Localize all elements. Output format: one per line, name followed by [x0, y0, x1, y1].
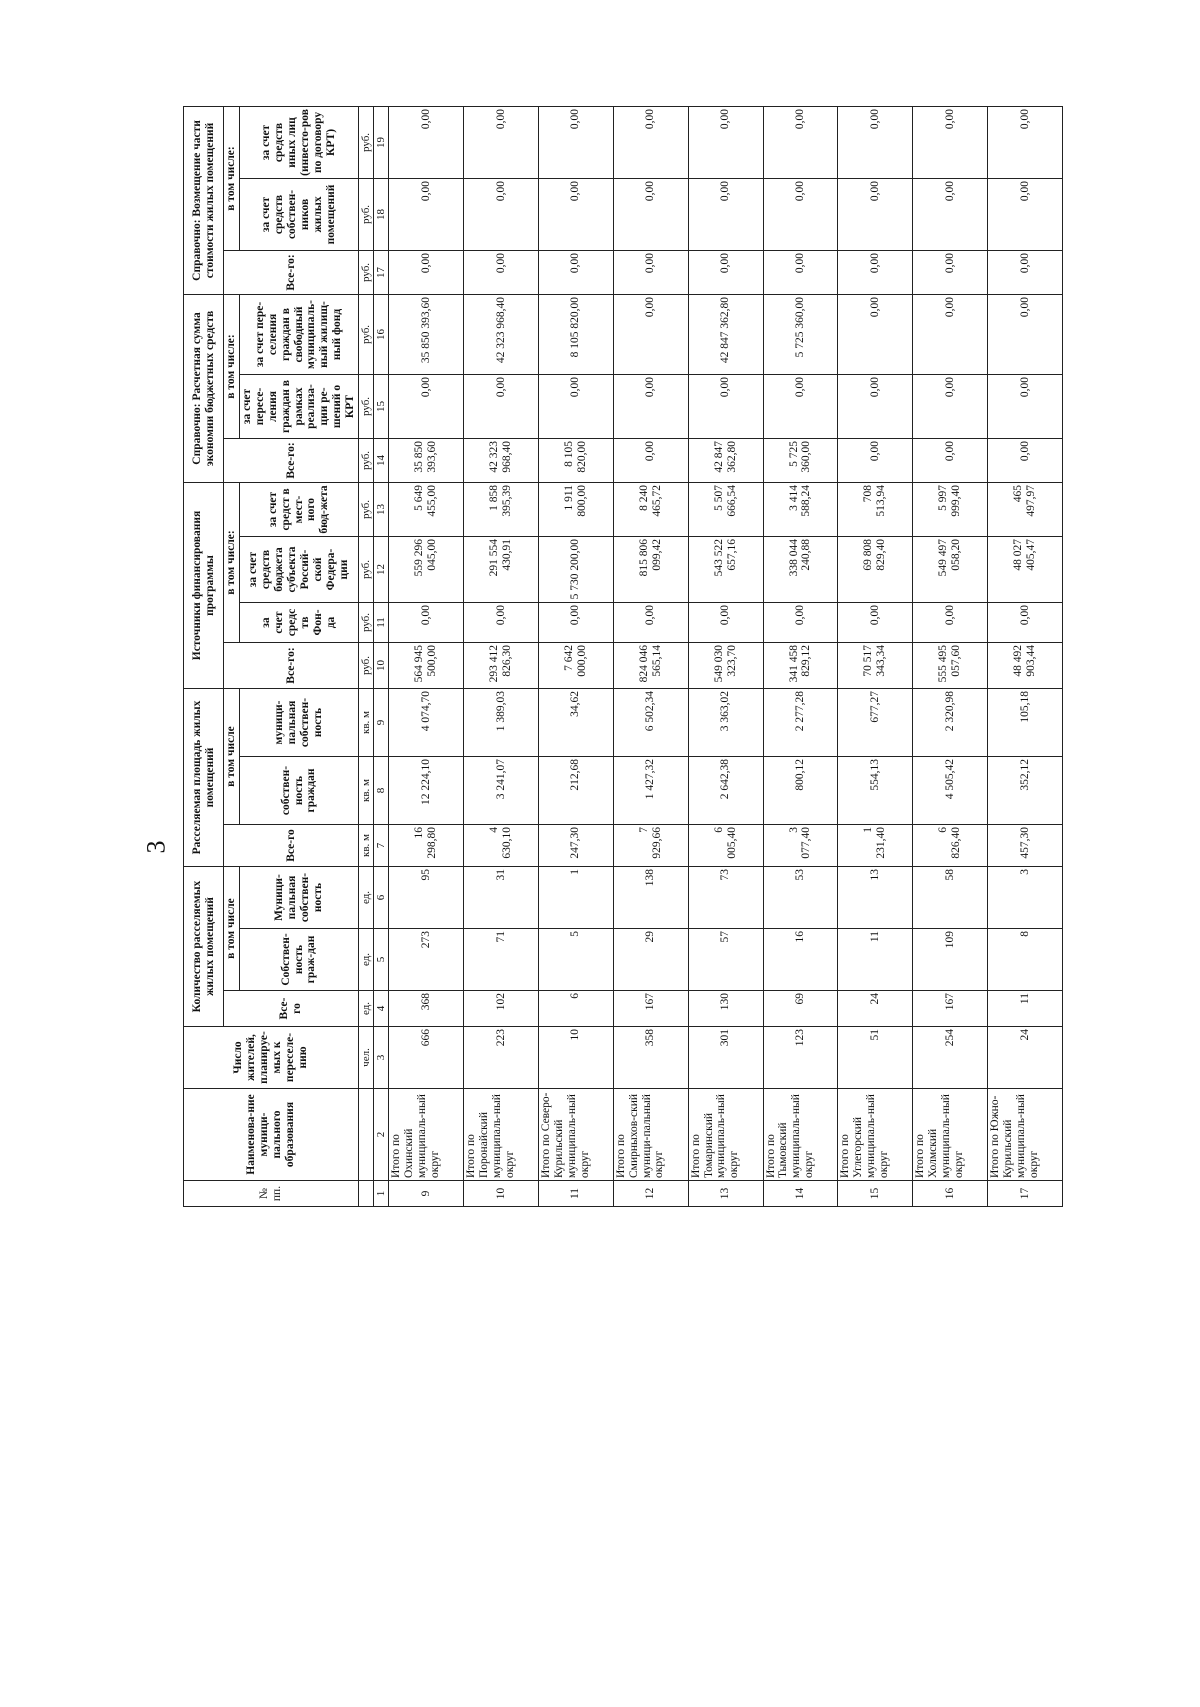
value-cell-c4: 11: [988, 991, 1063, 1027]
header-subject-budget: за счет средств бюджета субъекта Россий-ской Федера-ции: [240, 537, 359, 603]
value-cell-c8: 1 427,32: [613, 757, 688, 825]
table-row: [838, 106, 913, 1206]
value-cell-c14: 0,00: [613, 438, 688, 482]
unit-cell: [358, 1089, 373, 1181]
value-cell-c16: 0,00: [613, 294, 688, 374]
value-cell-c11: 0,00: [838, 603, 913, 643]
value-cell-c3: 24: [988, 1027, 1063, 1089]
value-cell-c16: 0,00: [913, 294, 988, 374]
unit-cell: руб.: [358, 482, 373, 536]
table-row: [913, 106, 988, 1206]
municipality-name: Итого по Южно-Курильский муниципаль-ный округ: [988, 1089, 1063, 1181]
header-private-owner: Собствен-ность граж-дан: [240, 929, 359, 991]
value-cell-c6: 53: [763, 867, 838, 929]
value-cell-c8: 2 642,38: [688, 757, 763, 825]
value-cell-c19: 0,00: [389, 106, 464, 178]
value-cell-c10: 293 412 826,30: [464, 643, 539, 689]
value-cell-c8: 3 241,07: [464, 757, 539, 825]
column-index-cell: 15: [374, 374, 389, 438]
table-row: [538, 106, 613, 1206]
row-number: 11: [538, 1181, 613, 1207]
table-row: [389, 106, 464, 1206]
value-cell-c5: 11: [838, 929, 913, 991]
unit-cell: ед.: [358, 867, 373, 929]
value-cell-c13: 5 997 999,40: [913, 482, 988, 536]
municipality-name: Итого по Охинский муниципаль-ный округ: [389, 1089, 464, 1181]
value-cell-c17: 0,00: [538, 250, 613, 294]
value-cell-c11: 0,00: [763, 603, 838, 643]
value-cell-c5: 16: [763, 929, 838, 991]
unit-cell: руб.: [358, 537, 373, 603]
unit-cell: [358, 1181, 373, 1207]
value-cell-c8: 800,12: [763, 757, 838, 825]
value-cell-c17: 0,00: [913, 250, 988, 294]
municipality-name: Итого по Томаринский муниципаль-ный округ: [688, 1089, 763, 1181]
value-cell-c8: 352,12: [988, 757, 1063, 825]
unit-cell: руб.: [358, 294, 373, 374]
value-cell-c16: 8 105 820,00: [538, 294, 613, 374]
value-cell-c11: 0,00: [688, 603, 763, 643]
header-name: Наименова-ние муници-пального образования: [184, 1089, 359, 1181]
column-index-cell: 12: [374, 537, 389, 603]
row-number: 13: [688, 1181, 763, 1207]
unit-cell: чел.: [358, 1027, 373, 1089]
table-row: [688, 106, 763, 1206]
value-cell-c6: 3: [988, 867, 1063, 929]
value-cell-c19: 0,00: [613, 106, 688, 178]
value-cell-c15: 0,00: [613, 374, 688, 438]
value-cell-c19: 0,00: [538, 106, 613, 178]
value-cell-c4: 167: [913, 991, 988, 1027]
value-cell-c13: 8 240 465,72: [613, 482, 688, 536]
header-reimb-group: Справочно: Возмещение части стоимости жилых помещений: [184, 106, 224, 294]
column-index-row: [374, 106, 389, 1206]
value-cell-c9: 2 320,98: [913, 689, 988, 757]
value-cell-c3: 123: [763, 1027, 838, 1089]
row-number: 12: [613, 1181, 688, 1207]
value-cell-c18: 0,00: [913, 178, 988, 250]
header-qty-group: Количество расселяемых жилых помещений: [184, 867, 224, 1027]
value-cell-c8: 212,68: [538, 757, 613, 825]
value-cell-c14: 0,00: [988, 438, 1063, 482]
value-cell-c18: 0,00: [688, 178, 763, 250]
unit-cell: ед.: [358, 929, 373, 991]
value-cell-c7: 457,30: [988, 825, 1063, 867]
municipality-name: Итого по Поронайский муниципаль-ный округ: [464, 1089, 539, 1181]
value-cell-c18: 0,00: [838, 178, 913, 250]
value-cell-c13: 3 414 588,24: [763, 482, 838, 536]
value-cell-c15: 0,00: [913, 374, 988, 438]
unit-cell: кв. м: [358, 689, 373, 757]
value-cell-c7: 1 231,40: [838, 825, 913, 867]
unit-cell: руб.: [358, 178, 373, 250]
value-cell-c11: 0,00: [464, 603, 539, 643]
municipality-name: Итого по Тымовский муниципаль-ный округ: [763, 1089, 838, 1181]
header-private-area: собствен-ность граждан: [240, 757, 359, 825]
value-cell-c9: 4 074,70: [389, 689, 464, 757]
value-cell-c16: 42 323 968,40: [464, 294, 539, 374]
header-reimb-other: за счет средств иных лиц (инвесто-ров по договору КРТ): [240, 106, 359, 178]
value-cell-c18: 0,00: [613, 178, 688, 250]
value-cell-c7: 6 005,40: [688, 825, 763, 867]
value-cell-c13: 5 507 666,54: [688, 482, 763, 536]
row-number: 10: [464, 1181, 539, 1207]
value-cell-c11: 0,00: [538, 603, 613, 643]
value-cell-c8: 12 224,10: [389, 757, 464, 825]
value-cell-c3: 51: [838, 1027, 913, 1089]
value-cell-c13: 708 513,94: [838, 482, 913, 536]
unit-cell: руб.: [358, 438, 373, 482]
value-cell-c4: 6: [538, 991, 613, 1027]
value-cell-c14: 42 323 968,40: [464, 438, 539, 482]
header-reimb-owners: за счет средств собствен-ников жилых помещений: [240, 178, 359, 250]
value-cell-c18: 0,00: [389, 178, 464, 250]
unit-cell: руб.: [358, 603, 373, 643]
value-cell-c17: 0,00: [464, 250, 539, 294]
value-cell-c19: 0,00: [464, 106, 539, 178]
value-cell-c15: 0,00: [763, 374, 838, 438]
value-cell-c10: 341 458 829,12: [763, 643, 838, 689]
value-cell-c19: 0,00: [988, 106, 1063, 178]
header-municipal-owner: Муници-пальная собствен-ность: [240, 867, 359, 929]
row-number: 9: [389, 1181, 464, 1207]
value-cell-c17: 0,00: [389, 250, 464, 294]
value-cell-c7: 7 929,66: [613, 825, 688, 867]
value-cell-c11: 0,00: [913, 603, 988, 643]
value-cell-c5: 8: [988, 929, 1063, 991]
municipality-name: Итого по Углегорский муниципаль-ный округ: [838, 1089, 913, 1181]
header-no: № пп.: [184, 1181, 359, 1207]
header-area-incl: в том числе: [224, 689, 240, 825]
value-cell-c5: 71: [464, 929, 539, 991]
value-cell-c3: 10: [538, 1027, 613, 1089]
unit-cell: кв. м: [358, 757, 373, 825]
unit-cell: кв. м: [358, 825, 373, 867]
value-cell-c9: 3 363,02: [688, 689, 763, 757]
municipality-name: Итого по Смирныхов-ский муници-пальный округ: [613, 1089, 688, 1181]
value-cell-c19: 0,00: [913, 106, 988, 178]
unit-cell: руб.: [358, 250, 373, 294]
value-cell-c18: 0,00: [464, 178, 539, 250]
value-cell-c16: 35 850 393,60: [389, 294, 464, 374]
column-index-cell: 9: [374, 689, 389, 757]
row-number: 15: [838, 1181, 913, 1207]
value-cell-c6: 58: [913, 867, 988, 929]
value-cell-c10: 549 030 323,70: [688, 643, 763, 689]
value-cell-c4: 130: [688, 991, 763, 1027]
value-cell-c14: 42 847 362,80: [688, 438, 763, 482]
value-cell-c15: 0,00: [688, 374, 763, 438]
value-cell-c12: 815 806 099,42: [613, 537, 688, 603]
value-cell-c17: 0,00: [763, 250, 838, 294]
municipality-name: Итого по Холмский муниципаль-ный округ: [913, 1089, 988, 1181]
value-cell-c6: 138: [613, 867, 688, 929]
value-cell-c7: 3 077,40: [763, 825, 838, 867]
table-row: [763, 106, 838, 1206]
value-cell-c12: 48 027 405,47: [988, 537, 1063, 603]
header-area-group: Расселяемая площадь жилых помещений: [184, 689, 224, 867]
municipality-name: Итого по Северо-Курильский муниципаль-ный округ: [538, 1089, 613, 1181]
value-cell-c15: 0,00: [464, 374, 539, 438]
value-cell-c3: 223: [464, 1027, 539, 1089]
header-econ-incl: в том числе:: [224, 294, 240, 438]
value-cell-c18: 0,00: [988, 178, 1063, 250]
value-cell-c9: 1 389,03: [464, 689, 539, 757]
value-cell-c7: 4 630,10: [464, 825, 539, 867]
header-fin-incl: в том числе:: [224, 482, 240, 642]
value-cell-c12: 5 730 200,00: [538, 537, 613, 603]
value-cell-c9: 105,18: [988, 689, 1063, 757]
value-cell-c14: 35 850 393,60: [389, 438, 464, 482]
column-index-cell: 5: [374, 929, 389, 991]
unit-cell: ед.: [358, 991, 373, 1027]
value-cell-c3: 666: [389, 1027, 464, 1089]
value-cell-c10: 70 517 343,34: [838, 643, 913, 689]
row-number: 16: [913, 1181, 988, 1207]
column-index-cell: 1: [374, 1181, 389, 1207]
header-reimb-incl: в том числе:: [224, 106, 240, 250]
value-cell-c10: 555 495 057,60: [913, 643, 988, 689]
value-cell-c17: 0,00: [838, 250, 913, 294]
row-number: 17: [988, 1181, 1063, 1207]
table-row: [464, 106, 539, 1206]
header-econ-krt: за счет пересе-ления граждан в рамках реализа-ции ре-шений о КРТ: [240, 374, 359, 438]
value-cell-c7: 247,30: [538, 825, 613, 867]
rotated-table-wrapper: [183, 107, 1063, 1207]
value-cell-c14: 8 105 820,00: [538, 438, 613, 482]
value-cell-c6: 95: [389, 867, 464, 929]
value-cell-c13: 1 858 395,39: [464, 482, 539, 536]
value-cell-c8: 554,13: [838, 757, 913, 825]
value-cell-c13: 5 649 455,00: [389, 482, 464, 536]
page-number: 3: [141, 840, 171, 854]
value-cell-c12: 543 522 657,16: [688, 537, 763, 603]
header-econ-group: Справочно: Расчетная сумма экономии бюджетных средств: [184, 294, 224, 482]
value-cell-c16: 0,00: [988, 294, 1063, 374]
value-cell-c16: 0,00: [838, 294, 913, 374]
value-cell-c12: 291 554 430,91: [464, 537, 539, 603]
header-residents: Число жителей, планируе-мых к переселе-нию: [184, 1027, 359, 1089]
value-cell-c6: 73: [688, 867, 763, 929]
value-cell-c16: 5 725 360,00: [763, 294, 838, 374]
column-index-cell: 6: [374, 867, 389, 929]
value-cell-c9: 34,62: [538, 689, 613, 757]
value-cell-c13: 465 497,97: [988, 482, 1063, 536]
value-cell-c14: 0,00: [913, 438, 988, 482]
value-cell-c12: 69 808 829,40: [838, 537, 913, 603]
column-index-cell: 4: [374, 991, 389, 1027]
value-cell-c3: 358: [613, 1027, 688, 1089]
value-cell-c4: 102: [464, 991, 539, 1027]
value-cell-c5: 109: [913, 929, 988, 991]
value-cell-c4: 69: [763, 991, 838, 1027]
value-cell-c18: 0,00: [763, 178, 838, 250]
header-econ-free: за счет пере-селения граждан в свободный муниципаль-ный жилищ-ный фонд: [240, 294, 359, 374]
unit-cell: руб.: [358, 106, 373, 178]
value-cell-c10: 824 046 565,14: [613, 643, 688, 689]
value-cell-c10: 7 642 000,00: [538, 643, 613, 689]
value-cell-c14: 5 725 360,00: [763, 438, 838, 482]
value-cell-c17: 0,00: [613, 250, 688, 294]
value-cell-c8: 4 505,42: [913, 757, 988, 825]
value-cell-c9: 2 277,28: [763, 689, 838, 757]
column-index-cell: 7: [374, 825, 389, 867]
row-number: 14: [763, 1181, 838, 1207]
value-cell-c16: 42 847 362,80: [688, 294, 763, 374]
column-index-cell: 19: [374, 106, 389, 178]
column-index-cell: 8: [374, 757, 389, 825]
unit-cell: руб.: [358, 643, 373, 689]
header-econ-total: Все-го:: [224, 438, 359, 482]
value-cell-c15: 0,00: [988, 374, 1063, 438]
value-cell-c5: 57: [688, 929, 763, 991]
value-cell-c9: 677,27: [838, 689, 913, 757]
value-cell-c11: 0,00: [389, 603, 464, 643]
value-cell-c12: 338 044 240,88: [763, 537, 838, 603]
column-index-cell: 17: [374, 250, 389, 294]
value-cell-c11: 0,00: [613, 603, 688, 643]
value-cell-c18: 0,00: [538, 178, 613, 250]
column-index-cell: 11: [374, 603, 389, 643]
value-cell-c10: 564 945 500,00: [389, 643, 464, 689]
value-cell-c19: 0,00: [763, 106, 838, 178]
value-cell-c6: 13: [838, 867, 913, 929]
value-cell-c7: 16 298,80: [389, 825, 464, 867]
units-row: [358, 106, 373, 1206]
value-cell-c19: 0,00: [838, 106, 913, 178]
value-cell-c14: 0,00: [838, 438, 913, 482]
column-index-cell: 16: [374, 294, 389, 374]
value-cell-c4: 24: [838, 991, 913, 1027]
header-area-total: Все-го: [224, 825, 359, 867]
resettlement-program-table: [183, 106, 1063, 1207]
column-index-cell: 10: [374, 643, 389, 689]
header-reimb-total: Все-го:: [224, 250, 359, 294]
value-cell-c3: 301: [688, 1027, 763, 1089]
value-cell-c6: 1: [538, 867, 613, 929]
value-cell-c5: 273: [389, 929, 464, 991]
header-fin-group: Источники финансирования программы: [184, 482, 224, 688]
value-cell-c4: 167: [613, 991, 688, 1027]
value-cell-c4: 368: [389, 991, 464, 1027]
column-index-cell: 14: [374, 438, 389, 482]
column-index-cell: 13: [374, 482, 389, 536]
value-cell-c13: 1 911 800,00: [538, 482, 613, 536]
header-qty-incl: в том числе: [224, 867, 240, 991]
value-cell-c12: 559 296 045,00: [389, 537, 464, 603]
value-cell-c15: 0,00: [389, 374, 464, 438]
value-cell-c11: 0,00: [988, 603, 1063, 643]
value-cell-c12: 549 497 058,20: [913, 537, 988, 603]
value-cell-c15: 0,00: [838, 374, 913, 438]
value-cell-c15: 0,00: [538, 374, 613, 438]
value-cell-c17: 0,00: [688, 250, 763, 294]
table-row: [988, 106, 1063, 1206]
header-fin-total: Все-го:: [224, 643, 359, 689]
unit-cell: руб.: [358, 374, 373, 438]
value-cell-c19: 0,00: [688, 106, 763, 178]
header-fund: за счет средс тв Фон-да: [240, 603, 359, 643]
value-cell-c7: 6 826,40: [913, 825, 988, 867]
value-cell-c5: 5: [538, 929, 613, 991]
table-row: [613, 106, 688, 1206]
header-qty-total: Все-го: [224, 991, 359, 1027]
column-index-cell: 2: [374, 1089, 389, 1181]
column-index-cell: 3: [374, 1027, 389, 1089]
value-cell-c10: 48 492 903,44: [988, 643, 1063, 689]
value-cell-c5: 29: [613, 929, 688, 991]
header-local-budget: за счет средст в мест-ного бюд-жета: [240, 482, 359, 536]
value-cell-c9: 6 502,34: [613, 689, 688, 757]
column-index-cell: 18: [374, 178, 389, 250]
value-cell-c17: 0,00: [988, 250, 1063, 294]
value-cell-c6: 31: [464, 867, 539, 929]
header-municipal-area: муници-пальная собствен-ность: [240, 689, 359, 757]
value-cell-c3: 254: [913, 1027, 988, 1089]
